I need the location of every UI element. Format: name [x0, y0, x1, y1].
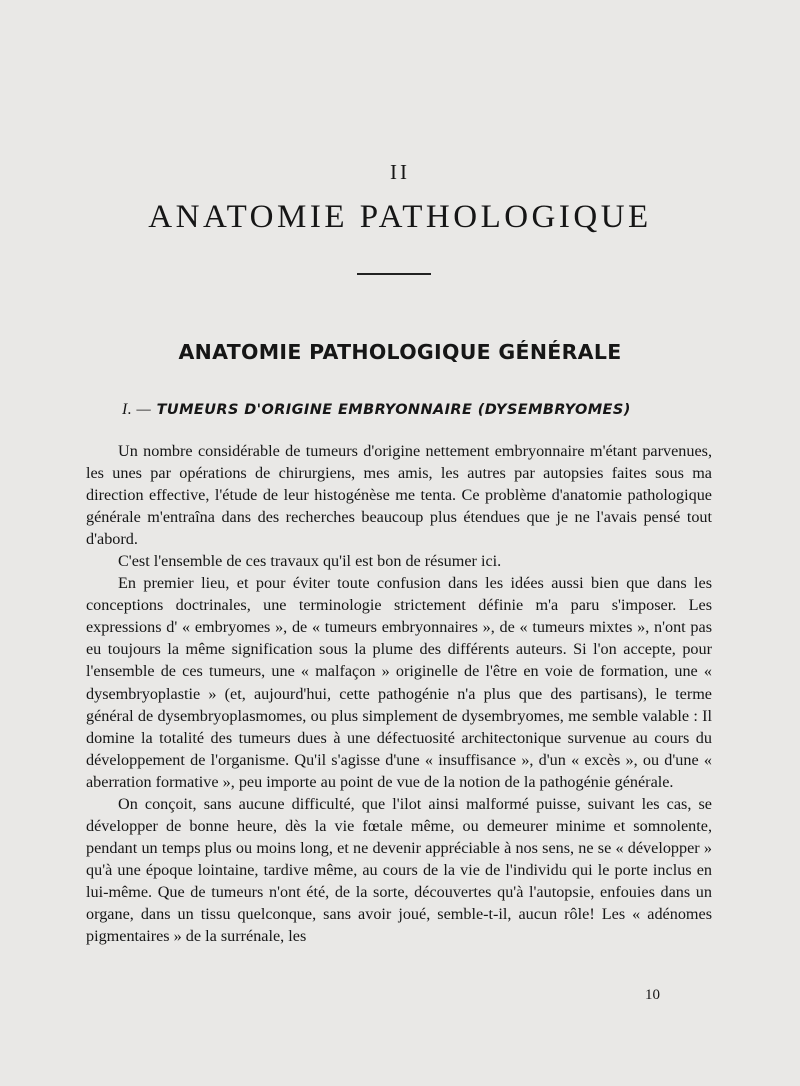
body-text — [86, 440, 712, 947]
subsection-heading — [122, 401, 742, 419]
chapter-title: ANATOMIE PATHOLOGIQUE — [148, 199, 652, 235]
subsection-title: TUMEURS D'ORIGINE EMBRYONNAIRE (DYSEMBRYOMES) — [156, 402, 631, 418]
chapter-number: II — [390, 160, 410, 184]
subsection-number: I. — — [122, 401, 152, 418]
title-rule — [357, 273, 431, 275]
paragraph: Un nombre considérable de tumeurs d'origine nettement embryonnaire m'étant parvenues, les unes par opérations de chirurgiens, mes amis, les autres par autopsies faites sous ma direction effective, l'étude de leur histogénèse me tenta. Ce problème d'anatomie pathologique générale m'entraîna dans des recherches beaucoup plus étendues que je ne l'avais pensé tout d'abord. — [86, 442, 712, 549]
paragraph: En premier lieu, et pour éviter toute confusion dans les idées aussi bien que dans les conceptions doctrinales, une terminologie strictement définie m'a paru s'imposer. Les expressions d' « embryomes », de « tumeurs embryonnaires », de « tumeurs mixtes », n'ont pas eu toujours la même signification sous la plume des différents auteurs. Si l'on accepte, pour l'ensemble de ces tumeurs, une « malfaçon » originelle de l'être en voie de formation, une « dysembryoplastie » (et, aujourd'hui, cette pathogénie n'a plus que des partisans), le terme général de dysembryoplasmomes, ou plus simplement de dysembryomes, me semble valable : Il domine la totalité des tumeurs dues à une défectuosité architectonique survenue au cours du développement de l'organisme. Qu'il s'agisse d'une « insuffisance », d'un « excès », ou d'une « aberration formative », peu importe au point de vue de la notion de la pathogénie générale. — [86, 574, 712, 791]
paragraph: C'est l'ensemble de ces travaux qu'il est bon de résumer ici. — [118, 552, 502, 571]
page-number: 10 — [645, 987, 660, 1003]
section-title: ANATOMIE PATHOLOGIQUE GÉNÉRALE — [178, 340, 622, 364]
paragraph: On conçoit, sans aucune difficulté, que l'ilot ainsi malformé puisse, suivant les cas, se développer de bonne heure, dès la vie fœtale même, ou demeurer minime et somnolente, pendant un temps plus ou moins long, et ne devenir appréciable à nos sens, ne se « développer » qu'à une époque lointaine, tardive même, au cours de la vie de l'individu qui le porte inclus en lui-même. Que de tumeurs n'ont été, de la sorte, découvertes qu'à l'autopsie, enfouies dans un organe, dans un tissu quelconque, sans avoir joué, semble-t-il, aucun rôle! Les « adénomes pigmentaires » de la surrénale, les — [86, 794, 712, 946]
